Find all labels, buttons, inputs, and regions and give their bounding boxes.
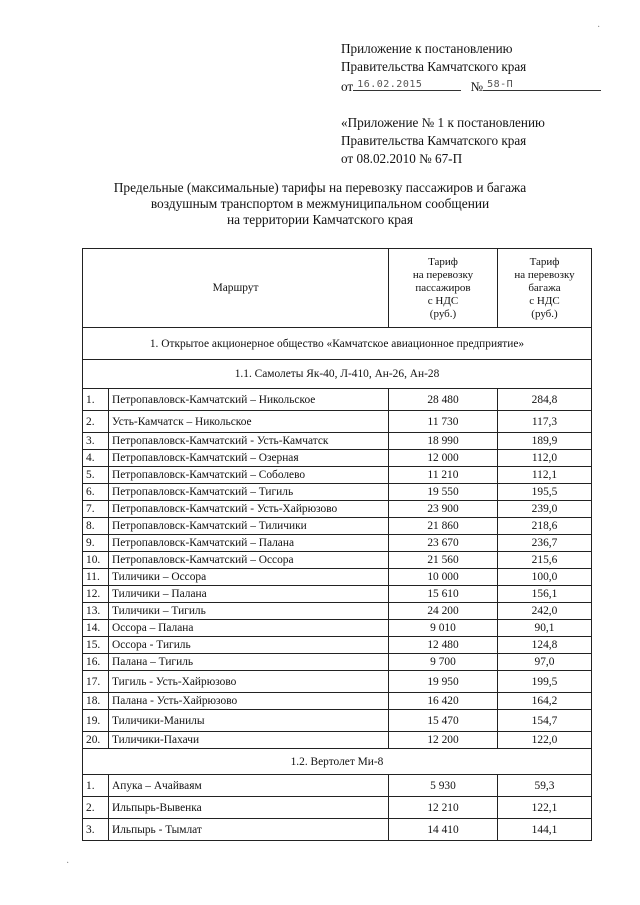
table-row <box>83 603 592 620</box>
table-row <box>83 654 592 671</box>
baggage-tariff: 144,1 <box>498 819 592 841</box>
route-name: Палана – Тигиль <box>109 654 389 671</box>
row-number: 12. <box>83 586 109 603</box>
baggage-tariff: 100,0 <box>498 569 592 586</box>
route-name: Тиличики-Манилы <box>109 710 389 732</box>
passenger-tariff: 23 900 <box>389 501 498 518</box>
route-name: Тиличики-Пахачи <box>109 732 389 749</box>
table-row <box>83 797 592 819</box>
scan-mark: · <box>66 858 70 869</box>
header-text: (руб.) <box>429 307 457 320</box>
baggage-tariff: 284,8 <box>498 389 592 411</box>
passenger-tariff: 14 410 <box>389 819 498 841</box>
row-number: 17. <box>83 671 109 693</box>
route-name: Тиличики – Тигиль <box>109 603 389 620</box>
baggage-tariff: 156,1 <box>498 586 592 603</box>
route-name: Ильпырь-Вывенка <box>109 797 389 819</box>
row-number: 6. <box>83 484 109 501</box>
header-line-2: Правительства Камчатского края <box>341 59 527 74</box>
baggage-tariff: 112,0 <box>498 450 592 467</box>
header-text: пассажиров <box>415 281 471 294</box>
passenger-tariff: 5 930 <box>389 775 498 797</box>
table-row <box>83 671 592 693</box>
passenger-tariff: 12 210 <box>389 797 498 819</box>
from-prefix: от <box>341 79 354 94</box>
baggage-tariff: 122,1 <box>498 797 592 819</box>
table-row <box>83 710 592 732</box>
baggage-tariff: 218,6 <box>498 518 592 535</box>
baggage-tariff-header <box>498 249 592 328</box>
passenger-tariff: 24 200 <box>389 603 498 620</box>
passenger-tariff: 28 480 <box>389 389 498 411</box>
passenger-tariff: 9 010 <box>389 620 498 637</box>
section-row <box>83 360 592 389</box>
table-row <box>83 501 592 518</box>
route-name: Оссора - Тигиль <box>109 637 389 654</box>
passenger-tariff: 10 000 <box>389 569 498 586</box>
row-number: 1. <box>83 389 109 411</box>
table-row <box>83 467 592 484</box>
baggage-tariff: 124,8 <box>498 637 592 654</box>
passenger-tariff: 18 990 <box>389 433 498 450</box>
table-row <box>83 775 592 797</box>
route-name: Петропавловск-Камчатский – Тиличики <box>109 518 389 535</box>
row-number: 15. <box>83 637 109 654</box>
baggage-tariff: 239,0 <box>498 501 592 518</box>
passenger-tariff: 19 550 <box>389 484 498 501</box>
row-number: 3. <box>83 433 109 450</box>
row-number: 18. <box>83 693 109 710</box>
row-number: 2. <box>83 411 109 433</box>
row-number: 10. <box>83 552 109 569</box>
route-header: Маршрут <box>83 249 389 328</box>
number-stamp: 58-П <box>487 79 514 90</box>
row-number: 1. <box>83 775 109 797</box>
baggage-tariff: 215,6 <box>498 552 592 569</box>
baggage-tariff: 236,7 <box>498 535 592 552</box>
baggage-tariff: 112,1 <box>498 467 592 484</box>
passenger-tariff: 15 470 <box>389 710 498 732</box>
passenger-tariff: 23 670 <box>389 535 498 552</box>
table-row <box>83 411 592 433</box>
company-name: 1. Открытое акционерное общество «Камчатское авиационное предприятие» <box>83 328 592 360</box>
ref-line-2: Правительства Камчатского края <box>341 133 527 148</box>
route-name: Петропавловск-Камчатский – Тигиль <box>109 484 389 501</box>
route-name: Тиличики – Оссора <box>109 569 389 586</box>
header-text: на перевозку <box>412 268 474 281</box>
title-line-2: воздушным транспортом в межмуниципальном сообщении <box>150 196 490 211</box>
document-title <box>60 180 580 228</box>
route-name: Петропавловск-Камчатский - Усть-Камчатск <box>109 433 389 450</box>
row-number: 2. <box>83 797 109 819</box>
baggage-tariff: 117,3 <box>498 411 592 433</box>
baggage-tariff: 122,0 <box>498 732 592 749</box>
table-row <box>83 586 592 603</box>
baggage-tariff: 199,5 <box>498 671 592 693</box>
row-number: 7. <box>83 501 109 518</box>
route-name: Петропавловск-Камчатский – Палана <box>109 535 389 552</box>
row-number: 20. <box>83 732 109 749</box>
route-name: Петропавловск-Камчатский – Соболево <box>109 467 389 484</box>
route-name: Тигиль - Усть-Хайрюзово <box>109 671 389 693</box>
scan-mark: · <box>597 22 601 33</box>
date-stamp: 16.02.2015 <box>357 79 423 90</box>
baggage-tariff: 195,5 <box>498 484 592 501</box>
passenger-tariff: 15 610 <box>389 586 498 603</box>
tariffs-table <box>82 248 592 841</box>
row-number: 19. <box>83 710 109 732</box>
ref-line-1: «Приложение № 1 к постановлению <box>341 115 545 130</box>
table-row <box>83 819 592 841</box>
header-text: с НДС <box>529 294 560 307</box>
route-name: Тиличики – Палана <box>109 586 389 603</box>
number-prefix: № <box>470 79 484 94</box>
table-row <box>83 535 592 552</box>
table-row <box>83 620 592 637</box>
table-row <box>83 433 592 450</box>
header-line-1: Приложение к постановлению <box>341 41 513 56</box>
table-row <box>83 637 592 654</box>
row-number: 13. <box>83 603 109 620</box>
table-row <box>83 569 592 586</box>
route-name: Петропавловск-Камчатский – Никольское <box>109 389 389 411</box>
company-row <box>83 328 592 360</box>
row-number: 3. <box>83 819 109 841</box>
baggage-tariff: 90,1 <box>498 620 592 637</box>
header-block <box>341 40 601 168</box>
route-name: Петропавловск-Камчатский - Усть-Хайрюзово <box>109 501 389 518</box>
baggage-tariff: 242,0 <box>498 603 592 620</box>
header-text: с НДС <box>427 294 459 307</box>
baggage-tariff: 189,9 <box>498 433 592 450</box>
route-name: Петропавловск-Камчатский – Оссора <box>109 552 389 569</box>
table-row <box>83 552 592 569</box>
row-number: 9. <box>83 535 109 552</box>
table-row <box>83 732 592 749</box>
route-name: Усть-Камчатск – Никольское <box>109 411 389 433</box>
passenger-tariff: 9 700 <box>389 654 498 671</box>
row-number: 16. <box>83 654 109 671</box>
section-row <box>83 749 592 775</box>
route-name: Ильпырь - Тымлат <box>109 819 389 841</box>
baggage-tariff: 154,7 <box>498 710 592 732</box>
passenger-tariff: 12 200 <box>389 732 498 749</box>
baggage-tariff: 59,3 <box>498 775 592 797</box>
row-number: 5. <box>83 467 109 484</box>
passenger-tariff: 16 420 <box>389 693 498 710</box>
passenger-tariff: 12 480 <box>389 637 498 654</box>
table-row <box>83 693 592 710</box>
row-number: 4. <box>83 450 109 467</box>
table-row <box>83 518 592 535</box>
row-number: 14. <box>83 620 109 637</box>
date-field <box>353 76 461 91</box>
baggage-tariff: 164,2 <box>498 693 592 710</box>
passenger-tariff: 11 730 <box>389 411 498 433</box>
header-text: (руб.) <box>531 307 558 320</box>
row-number: 11. <box>83 569 109 586</box>
header-text: Тариф <box>529 255 560 268</box>
section-title: 1.1. Самолеты Як-40, Л-410, Ан-26, Ан-28 <box>83 360 592 389</box>
passenger-tariff: 19 950 <box>389 671 498 693</box>
header-text: на перевозку <box>514 268 575 281</box>
header-date-line <box>341 76 601 96</box>
baggage-tariff: 97,0 <box>498 654 592 671</box>
route-name: Апука – Ачайваям <box>109 775 389 797</box>
title-line-1: Предельные (максимальные) тарифы на перевозку пассажиров и багажа <box>113 180 527 195</box>
header-text: Тариф <box>428 255 458 268</box>
header-text: багажа <box>528 281 561 294</box>
section-title: 1.2. Вертолет Ми-8 <box>83 749 592 775</box>
table-header-row <box>83 249 592 328</box>
number-field <box>483 76 601 91</box>
passenger-tariff-header <box>389 249 498 328</box>
table-row <box>83 389 592 411</box>
passenger-tariff: 21 860 <box>389 518 498 535</box>
ref-line-3: от 08.02.2010 № 67-П <box>341 151 463 166</box>
route-name: Палана - Усть-Хайрюзово <box>109 693 389 710</box>
row-number: 8. <box>83 518 109 535</box>
table-row <box>83 450 592 467</box>
table-row <box>83 484 592 501</box>
passenger-tariff: 12 000 <box>389 450 498 467</box>
route-name: Оссора – Палана <box>109 620 389 637</box>
route-name: Петропавловск-Камчатский – Озерная <box>109 450 389 467</box>
passenger-tariff: 21 560 <box>389 552 498 569</box>
title-line-3: на территории Камчатского края <box>226 212 414 227</box>
passenger-tariff: 11 210 <box>389 467 498 484</box>
